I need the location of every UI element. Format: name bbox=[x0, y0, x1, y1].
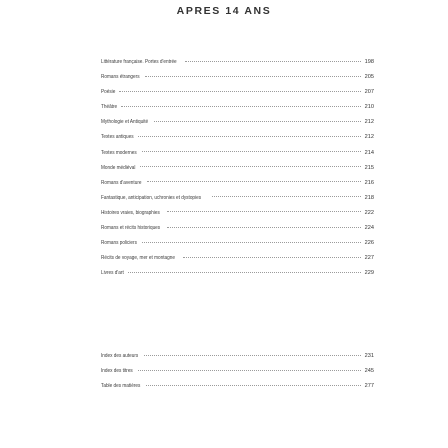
toc-main-list bbox=[101, 55, 374, 281]
toc-entry[interactable] bbox=[101, 266, 374, 281]
toc-entry-page-number: 207 bbox=[364, 89, 374, 96]
toc-entry[interactable] bbox=[101, 161, 374, 176]
toc-entry-page-number: 229 bbox=[364, 270, 374, 277]
toc-entry-label: Récits de voyage, mer et montagne bbox=[101, 255, 175, 262]
toc-entry-label: Littérature française. Portes d'entrée bbox=[101, 59, 177, 65]
toc-entry[interactable] bbox=[101, 221, 374, 236]
toc-entry-page-number: 215 bbox=[364, 164, 374, 171]
toc-entry-page-number: 198 bbox=[364, 59, 374, 65]
toc-entry-page-number: 231 bbox=[364, 353, 374, 359]
dot-leader bbox=[142, 242, 361, 243]
toc-entry-page-number: 214 bbox=[364, 149, 374, 156]
dot-leader bbox=[154, 121, 361, 122]
toc-entry[interactable] bbox=[101, 85, 374, 100]
dot-leader bbox=[121, 106, 361, 107]
toc-entry[interactable] bbox=[101, 236, 374, 251]
toc-entry-label: Romans policiers bbox=[101, 240, 137, 247]
toc-entry[interactable] bbox=[101, 349, 374, 364]
toc-entry-label: Textes modernes bbox=[101, 149, 137, 156]
toc-entry-page-number: 205 bbox=[364, 74, 374, 81]
toc-entry[interactable] bbox=[101, 115, 374, 130]
toc-entry-label: Fantastique, anticipation, uchronies et dystopies bbox=[101, 194, 202, 201]
toc-entry-label: Index des auteurs bbox=[101, 353, 139, 359]
toc-entry-label: Livres d'art bbox=[101, 270, 124, 277]
dot-leader bbox=[167, 211, 361, 212]
toc-entry[interactable] bbox=[101, 251, 374, 266]
dot-leader bbox=[138, 370, 361, 371]
toc-entry-label: Textes antiques bbox=[101, 134, 134, 141]
toc-entry[interactable] bbox=[101, 70, 374, 85]
toc-entry-label: Théâtre bbox=[101, 104, 118, 111]
toc-entry-page-number: 216 bbox=[364, 179, 374, 186]
toc-entry[interactable] bbox=[101, 130, 374, 145]
toc-entry-label: Monde médiéval bbox=[101, 164, 136, 171]
dot-leader bbox=[167, 227, 361, 228]
toc-entry-page-number: 227 bbox=[364, 255, 374, 262]
toc-entry-label: Romans et récits historiques bbox=[101, 225, 161, 232]
toc-entry-label: Mythologie et Antiquité bbox=[101, 119, 149, 126]
toc-entry[interactable] bbox=[101, 364, 374, 379]
dot-leader bbox=[146, 385, 361, 386]
toc-entry[interactable] bbox=[101, 206, 374, 221]
toc-entry-page-number: 224 bbox=[364, 225, 374, 232]
toc-entry-page-number: 210 bbox=[364, 104, 374, 111]
toc-entry[interactable] bbox=[101, 146, 374, 161]
toc-entry-label: Romans d'aventure bbox=[101, 179, 142, 186]
dot-leader bbox=[183, 257, 361, 258]
dot-leader bbox=[145, 76, 361, 77]
dot-leader bbox=[144, 355, 362, 356]
dot-leader bbox=[138, 136, 361, 137]
toc-entry-page-number: 226 bbox=[364, 240, 374, 247]
toc-entry-label: Index des titres bbox=[101, 368, 133, 375]
toc-entry-label: Romans étrangers bbox=[101, 74, 140, 81]
toc-entry-label: Poésie bbox=[101, 89, 116, 96]
section-title: APRES 14 ANS bbox=[176, 5, 272, 17]
dot-leader bbox=[119, 91, 361, 92]
dot-leader bbox=[147, 181, 361, 182]
toc-entry-label: Histoires vraies, biographies bbox=[101, 209, 160, 216]
toc-entry-page-number: 212 bbox=[364, 119, 374, 126]
toc-entry-page-number: 245 bbox=[364, 368, 374, 375]
toc-entry-page-number: 222 bbox=[364, 209, 374, 216]
toc-entry-label: Table des matières bbox=[101, 383, 141, 390]
toc-entry[interactable] bbox=[101, 379, 374, 394]
dot-leader bbox=[142, 151, 361, 152]
toc-entry[interactable] bbox=[101, 100, 374, 115]
dot-leader bbox=[212, 196, 361, 197]
toc-entry-page-number: 218 bbox=[364, 194, 374, 201]
dot-leader bbox=[140, 166, 361, 167]
toc-entry[interactable] bbox=[101, 55, 374, 70]
toc-entry-page-number: 277 bbox=[364, 383, 374, 390]
toc-entry[interactable] bbox=[101, 176, 374, 191]
toc-index-list bbox=[101, 349, 374, 394]
dot-leader bbox=[185, 61, 361, 62]
dot-leader bbox=[128, 272, 361, 273]
toc-entry-page-number: 212 bbox=[364, 134, 374, 141]
toc-entry[interactable] bbox=[101, 191, 374, 206]
